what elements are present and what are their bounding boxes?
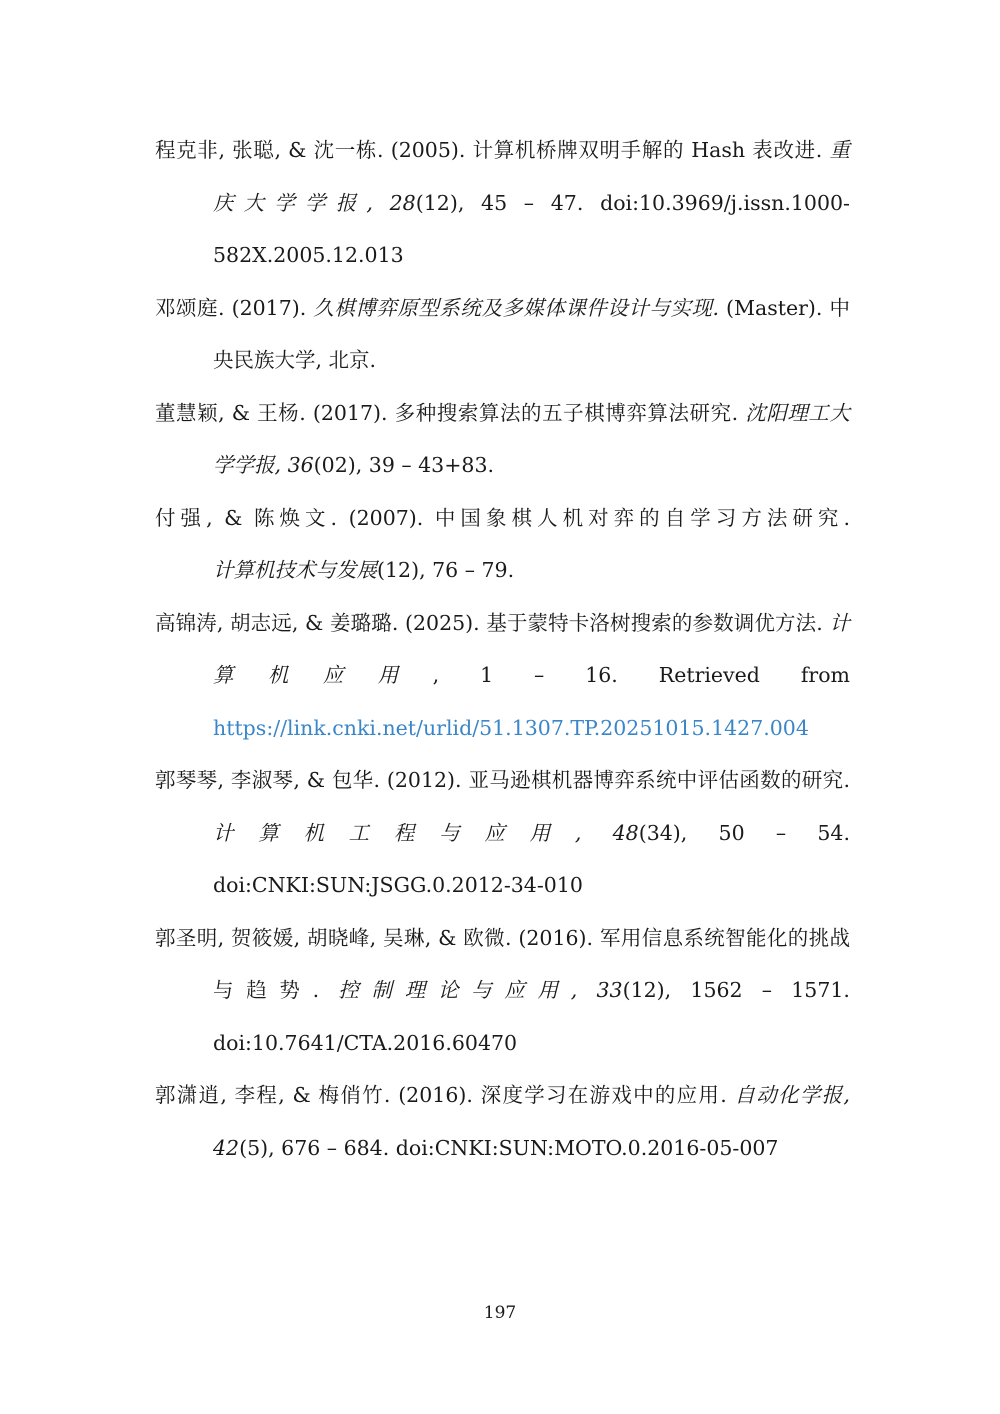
- ref-year: (2007).: [348, 505, 424, 530]
- ref-year: (2012).: [386, 768, 462, 792]
- ref-year: (2017).: [312, 400, 388, 425]
- ref-journal: 计算机技术与发展: [213, 558, 377, 582]
- ref-title: 深度学习在游戏中的应用.: [480, 1083, 727, 1107]
- ref-title: 基于蒙特卡洛树搜索的参数调优方法.: [486, 610, 823, 635]
- reference-entry: [155, 124, 850, 282]
- ref-volume: 28: [389, 190, 416, 215]
- ref-issue-pages: (5), 676 – 684.: [239, 1135, 390, 1160]
- ref-authors: 郭潇逍, 李程, & 梅俏竹.: [155, 1083, 391, 1107]
- ref-year: (2016).: [518, 925, 594, 950]
- ref-volume: 33: [596, 978, 623, 1002]
- ref-title: 中国象棋人机对弈的自学习方法研究.: [434, 505, 850, 530]
- ref-year: (2017).: [231, 295, 307, 320]
- ref-authors: 高锦涛, 胡志远, & 姜璐璐.: [155, 610, 399, 635]
- ref-year: (2016).: [398, 1083, 473, 1107]
- ref-year: (2025).: [404, 610, 480, 635]
- ref-issue-pages: , 1 – 16.: [432, 663, 618, 687]
- ref-issue-pages: (34), 50 – 54.: [638, 820, 850, 845]
- ref-doi: doi:10.3969/j.issn.1000-582X.2005.12.013: [213, 190, 850, 267]
- ref-authors: 郭琴琴, 李淑琴, & 包华.: [155, 768, 381, 792]
- ref-journal: 沈阳理工大学学报,: [213, 400, 850, 477]
- ref-authors: 程克非, 张聪, & 沈一栋.: [155, 138, 384, 162]
- reference-entry: [155, 492, 850, 597]
- reference-entry: [155, 597, 850, 755]
- ref-issue-pages: (02), 39 – 43+83.: [313, 453, 495, 477]
- reference-entry: [155, 754, 850, 912]
- reference-entry: [155, 282, 850, 387]
- ref-title: 久棋博弈原型系统及多媒体课件设计与实现.: [313, 295, 719, 320]
- ref-journal: 自动化学报,: [734, 1083, 850, 1107]
- reference-entry: [155, 387, 850, 492]
- ref-retrieved: Retrieved from: [658, 663, 850, 687]
- ref-journal: 计算机应用: [213, 610, 850, 687]
- ref-authors: 董慧颖, & 王杨.: [155, 400, 306, 425]
- ref-volume: 48: [612, 820, 639, 845]
- reference-entry: [155, 912, 850, 1070]
- ref-year: (2005).: [390, 138, 466, 162]
- page-number: 197: [483, 1303, 517, 1323]
- ref-journal: 控制理论与应用,: [338, 978, 578, 1002]
- ref-rest: (Master). 中央民族大学, 北京.: [213, 295, 850, 372]
- ref-journal: 计算机工程与应用,: [213, 820, 582, 845]
- ref-title: 亚马逊棋机器博弈系统中评估函数的研究.: [468, 768, 850, 792]
- ref-doi: doi:CNKI:SUN:MOTO.0.2016-05-007: [395, 1135, 779, 1160]
- reference-list: [155, 124, 850, 1174]
- ref-url-link[interactable]: https://link.cnki.net/urlid/51.1307.TP.20251015.1427.004: [213, 715, 809, 740]
- reference-entry: [155, 1069, 850, 1174]
- ref-issue-pages: (12), 45 – 47.: [415, 190, 584, 215]
- ref-title: 多种搜索算法的五子棋博弈算法研究.: [394, 400, 739, 425]
- ref-authors: 郭圣明, 贺筱媛, 胡晓峰, 吴琳, & 欧微.: [155, 925, 512, 950]
- ref-doi: doi:CNKI:SUN:JSGG.0.2012-34-010: [213, 873, 583, 897]
- ref-title: 军用信息系统智能化的挑战与趋势.: [213, 925, 850, 1002]
- ref-doi: doi:10.7641/CTA.2016.60470: [213, 1030, 518, 1055]
- ref-volume: 42: [213, 1135, 240, 1160]
- ref-journal: 重庆大学学报,: [213, 138, 850, 215]
- ref-issue-pages: (12), 1562 – 1571.: [622, 978, 850, 1002]
- ref-authors: 付强, & 陈焕文.: [155, 505, 338, 530]
- ref-authors: 邓颂庭.: [155, 295, 225, 320]
- ref-volume: 36: [287, 453, 314, 477]
- ref-title: 计算机桥牌双明手解的 Hash 表改进.: [472, 138, 823, 162]
- ref-issue-pages: (12), 76 – 79.: [377, 558, 515, 582]
